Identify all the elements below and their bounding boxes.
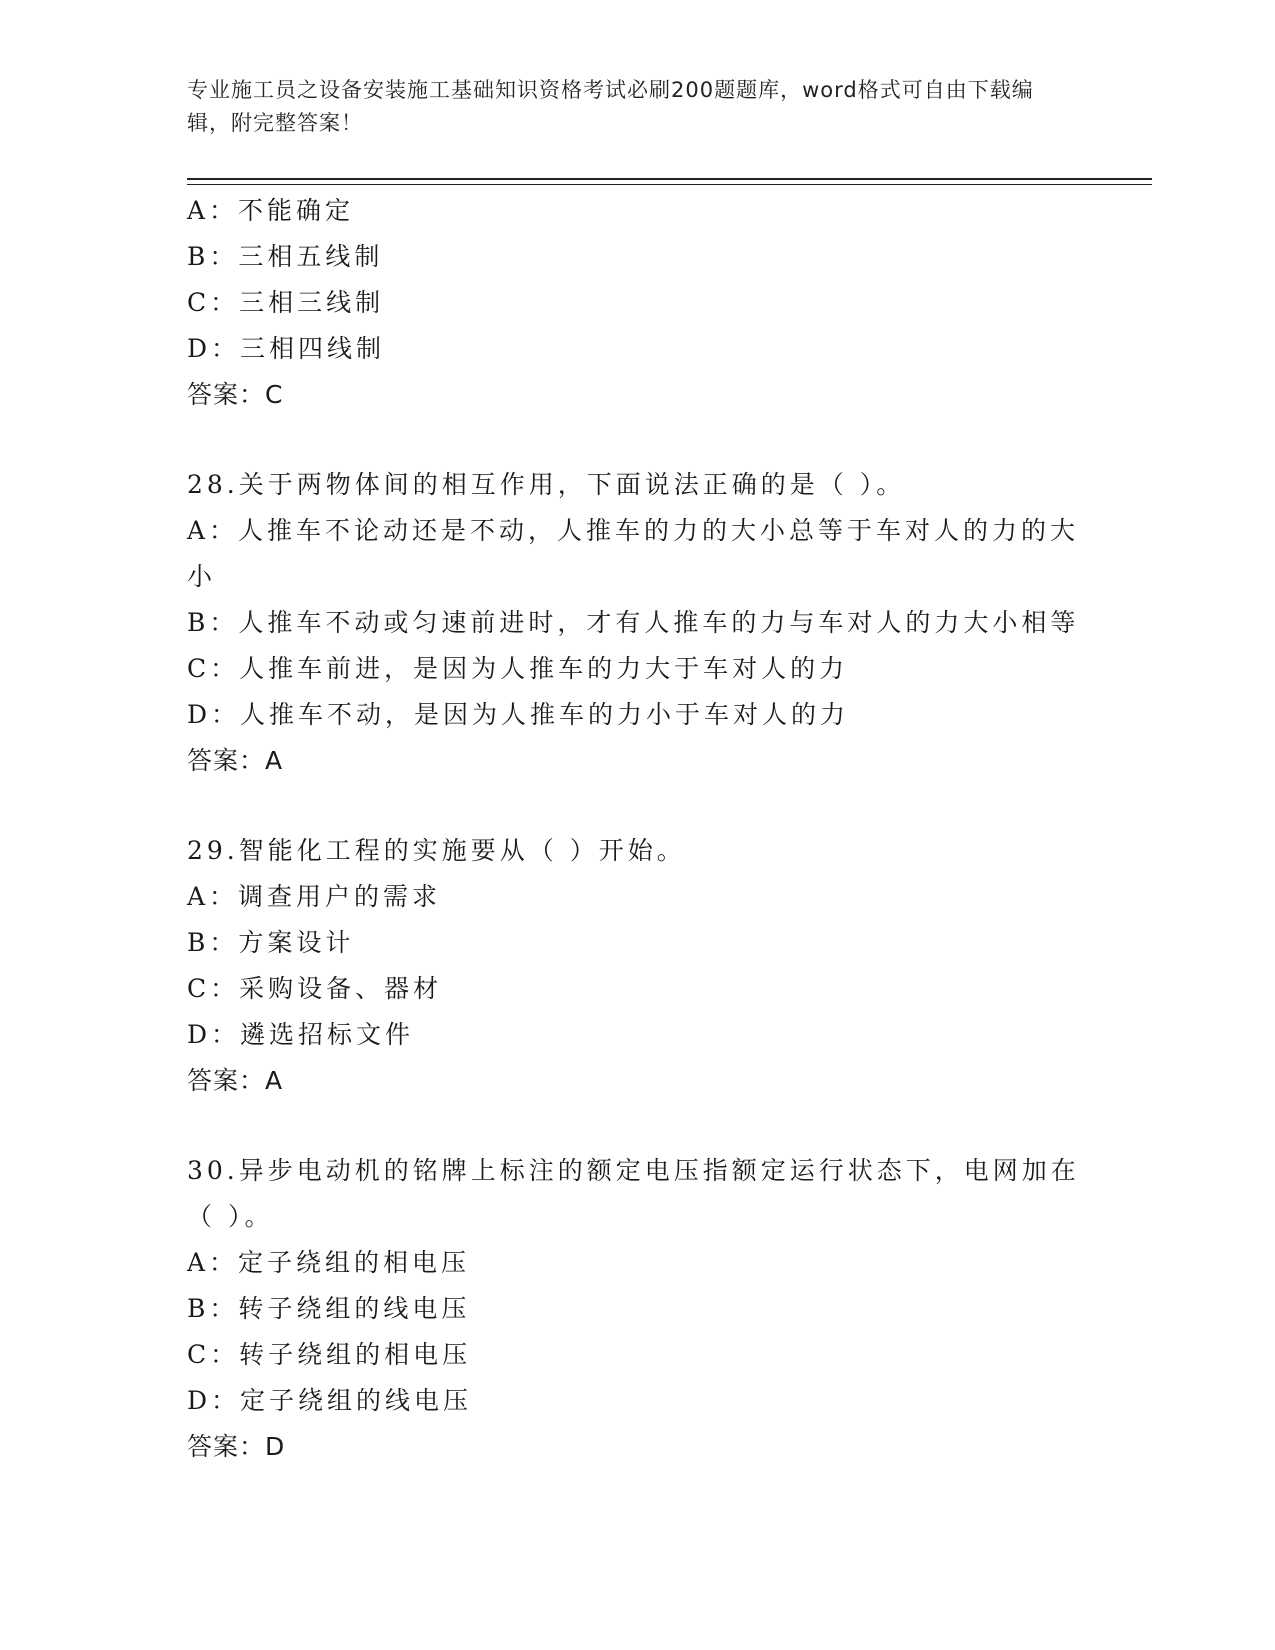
question-28 [187, 462, 1087, 784]
option-b: B：转子绕组的线电压 [187, 1294, 471, 1323]
question-27-continued [187, 188, 1087, 418]
header-rule-thin [187, 184, 1152, 185]
option-a: A：定子绕组的相电压 [187, 1248, 471, 1277]
option-b: B：三相五线制 [187, 242, 384, 271]
question-29 [187, 828, 1087, 1104]
header-rule-thick [187, 178, 1152, 180]
option-b: B：人推车不动或匀速前进时，才有人推车的力与车对人的力大小相等 [187, 608, 1080, 637]
question-stem: 30.异步电动机的铭牌上标注的额定电压指额定运行状态下，电网加在（ ）。 [187, 1156, 1080, 1231]
option-c: C：三相三线制 [187, 288, 385, 317]
option-c: C：转子绕组的相电压 [187, 1340, 472, 1369]
document-header: 专业施工员之设备安装施工基础知识资格考试必刷200题题库，word格式可自由下载编辑，附完整答案！ [187, 78, 1034, 135]
option-a: A：不能确定 [187, 196, 355, 225]
option-d: D：遴选招标文件 [187, 1020, 415, 1049]
answer: 答案：D [187, 1432, 286, 1461]
option-d: D：三相四线制 [187, 334, 386, 363]
option-d: D：定子绕组的线电压 [187, 1386, 473, 1415]
option-a: A：调查用户的需求 [187, 882, 442, 911]
option-d: D：人推车不动，是因为人推车的力小于车对人的力 [187, 700, 850, 729]
question-stem: 28.关于两物体间的相互作用，下面说法正确的是（ ）。 [187, 470, 906, 499]
option-b: B：方案设计 [187, 928, 355, 957]
answer: 答案：A [187, 746, 284, 775]
question-list [187, 188, 1087, 1514]
option-c: C：人推车前进，是因为人推车的力大于车对人的力 [187, 654, 849, 683]
answer: 答案：A [187, 1066, 284, 1095]
answer: 答案：C [187, 380, 284, 409]
question-stem: 29.智能化工程的实施要从（ ）开始。 [187, 836, 686, 865]
option-c: C：采购设备、器材 [187, 974, 443, 1003]
option-a: A：人推车不论动还是不动，人推车的力的大小总等于车对人的力的大小 [187, 516, 1080, 591]
question-30 [187, 1148, 1087, 1470]
